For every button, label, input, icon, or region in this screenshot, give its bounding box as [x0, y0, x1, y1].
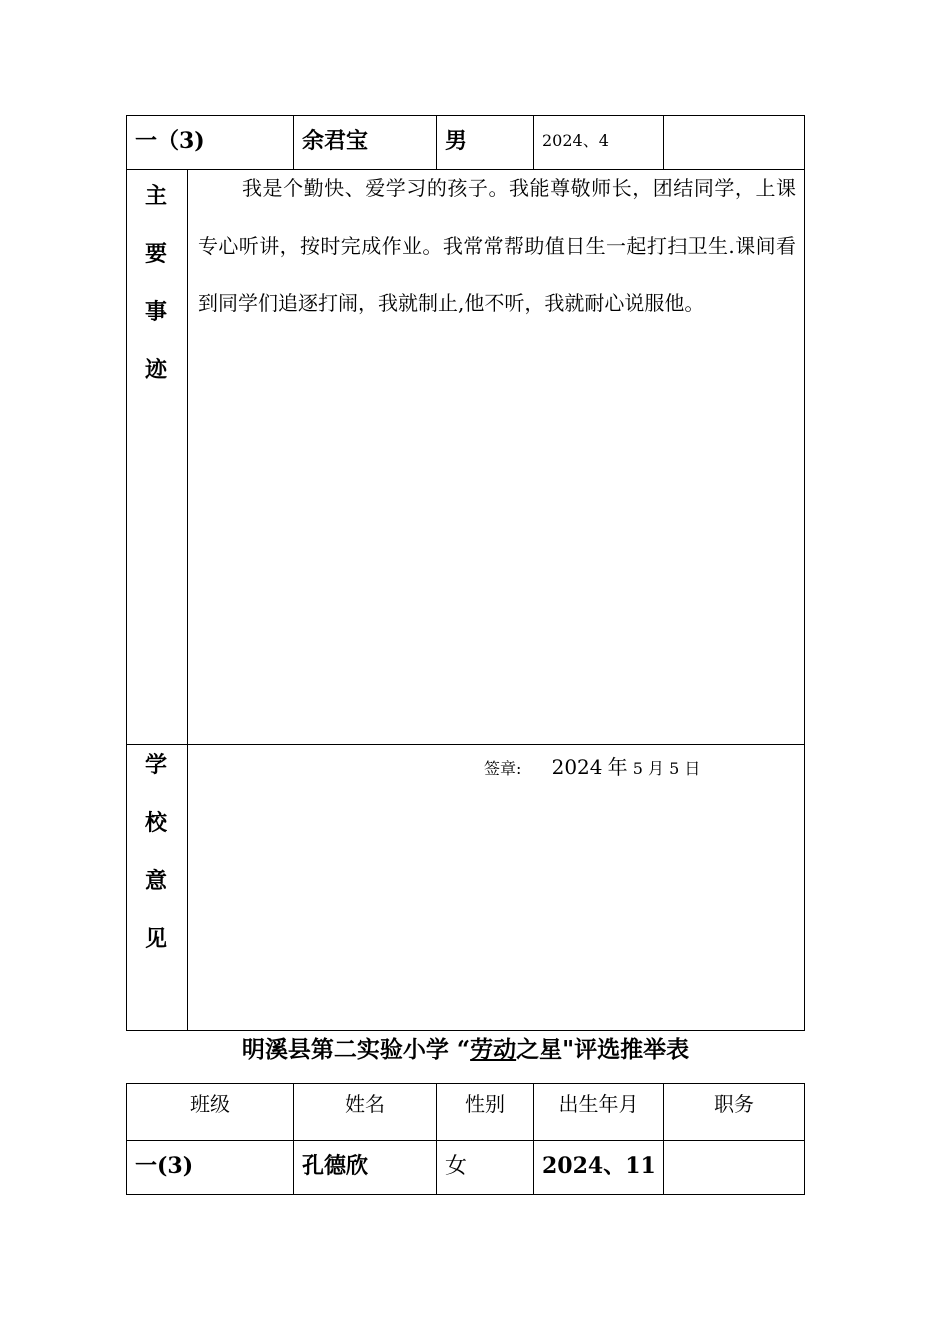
- record-2-birth: 2024、11: [542, 1153, 656, 1179]
- date-month-unit: 月: [647, 759, 664, 778]
- deeds-label-cell: [126, 169, 188, 745]
- form-title-part3: 之星"评选推举表: [516, 1036, 690, 1063]
- date-day: 5: [669, 759, 680, 778]
- deeds-text: 我是个勤快、爱学习的孩子。我能尊敬师长，团结同学，上课专心听讲，按时完成作业。我常常帮助值日生一起打扫卫生.课间看到同学们追逐打闹，我就制止,他不听，我就耐心说服他。: [198, 176, 796, 315]
- header-gender: 性别: [436, 1083, 534, 1141]
- opinion-cell: [187, 744, 805, 1031]
- class-value: 一（3): [135, 128, 205, 154]
- header-class: 班级: [126, 1083, 294, 1141]
- deeds-label: 主 要 事 迹: [144, 183, 167, 383]
- name-value: 余君宝: [302, 128, 369, 154]
- date-month: 5: [632, 759, 643, 778]
- birth-value: 2024、4: [542, 131, 609, 150]
- seal-label: 签章:: [484, 759, 522, 778]
- header-name: 姓名: [293, 1083, 437, 1141]
- record-2-gender: 女: [445, 1154, 468, 1179]
- gender-value: 男: [445, 128, 468, 154]
- form-title-part1: 明溪县第二实验小学 “: [241, 1036, 471, 1063]
- record-2-name-cell: [293, 1140, 437, 1195]
- record-2-gender-cell: [436, 1140, 534, 1195]
- form-title-part2: 劳动: [470, 1036, 517, 1063]
- date-year: 2024: [551, 755, 603, 779]
- seal-date-line: [484, 751, 700, 780]
- form-title: [126, 1032, 805, 1068]
- record-2-position-cell: [663, 1140, 805, 1195]
- opinion-label: 学 校 意 见: [144, 752, 167, 952]
- record-2-name: 孔德欣: [302, 1153, 369, 1179]
- record-2-class-cell: [126, 1140, 294, 1195]
- deeds-text-cell: [187, 169, 805, 745]
- header-position: 职务: [663, 1083, 805, 1141]
- record-2-birth-cell: [533, 1140, 664, 1195]
- date-day-unit: 日: [684, 759, 701, 778]
- date-year-unit: 年: [607, 755, 628, 779]
- header-birth: 出生年月: [533, 1083, 664, 1141]
- record-2-class: 一(3): [135, 1153, 194, 1179]
- opinion-label-cell: [126, 744, 188, 1031]
